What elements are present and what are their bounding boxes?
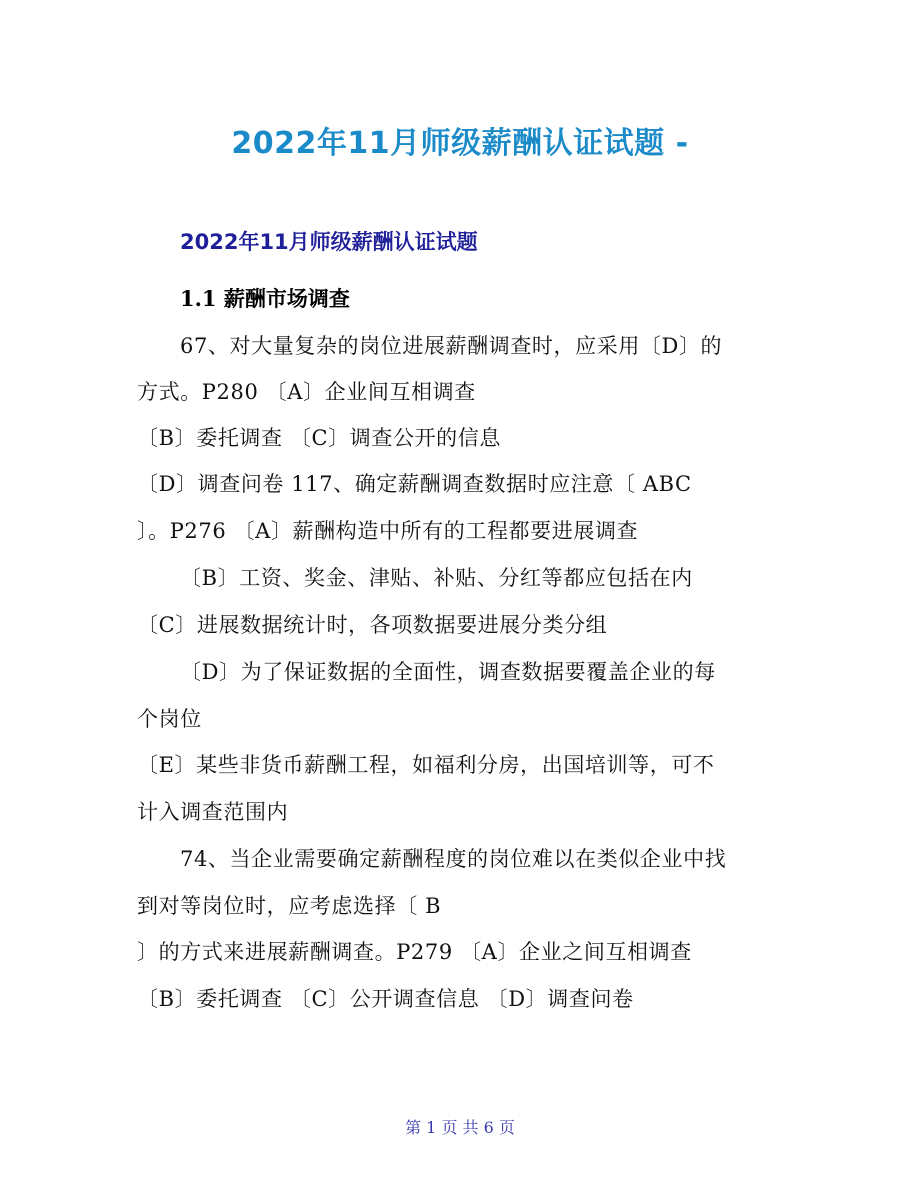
text-line: 〔B〕委托调查 〔C〕调查公开的信息 — [137, 426, 501, 450]
text-line: 〔D〕为了保证数据的全面性，调查数据要覆盖企业的每 — [180, 660, 716, 684]
page-footer: 第 1 页 共 6 页 — [405, 1118, 515, 1137]
text-line: 〔B〕工资、奖金、津贴、补贴、分红等都应包括在内 — [180, 566, 693, 590]
text-line: 到对等岗位时，应考虑选择〔 B — [137, 894, 442, 918]
text-line: 个岗位 — [137, 707, 202, 731]
text-line: 〕。P276 〔A〕薪酬构造中所有的工程都要进展调查 — [137, 519, 639, 543]
text-line: 计入调查范围内 — [137, 800, 289, 824]
text-line: 方式。P280 〔A〕企业间互相调查 — [137, 380, 476, 404]
text-line: 〔D〕调查问卷 117、确定薪酬调查数据时应注意〔 ABC — [137, 472, 692, 496]
text-line: 74、当企业需要确定薪酬程度的岗位难以在类似企业中找 — [180, 847, 727, 871]
text-line: 〔E〕某些非货币薪酬工程，如福利分房，出国培训等，可不 — [137, 753, 715, 777]
document-subtitle: 2022年11月师级薪酬认证试题 — [180, 230, 478, 254]
text-line: 〔B〕委托调查 〔C〕公开调查信息 〔D〕调查问卷 — [137, 987, 634, 1011]
text-line: 〔C〕进展数据统计时，各项数据要进展分类分组 — [137, 613, 608, 637]
section-heading: 1.1 薪酬市场调查 — [180, 286, 350, 311]
document-title: 2022年11月师级薪酬认证试题 - — [231, 126, 689, 161]
text-line: 67、对大量复杂的岗位进展薪酬调查时，应采用〔D〕的 — [180, 334, 723, 358]
text-line: 〕的方式来进展薪酬调查。P279 〔A〕企业之间互相调查 — [137, 940, 692, 964]
